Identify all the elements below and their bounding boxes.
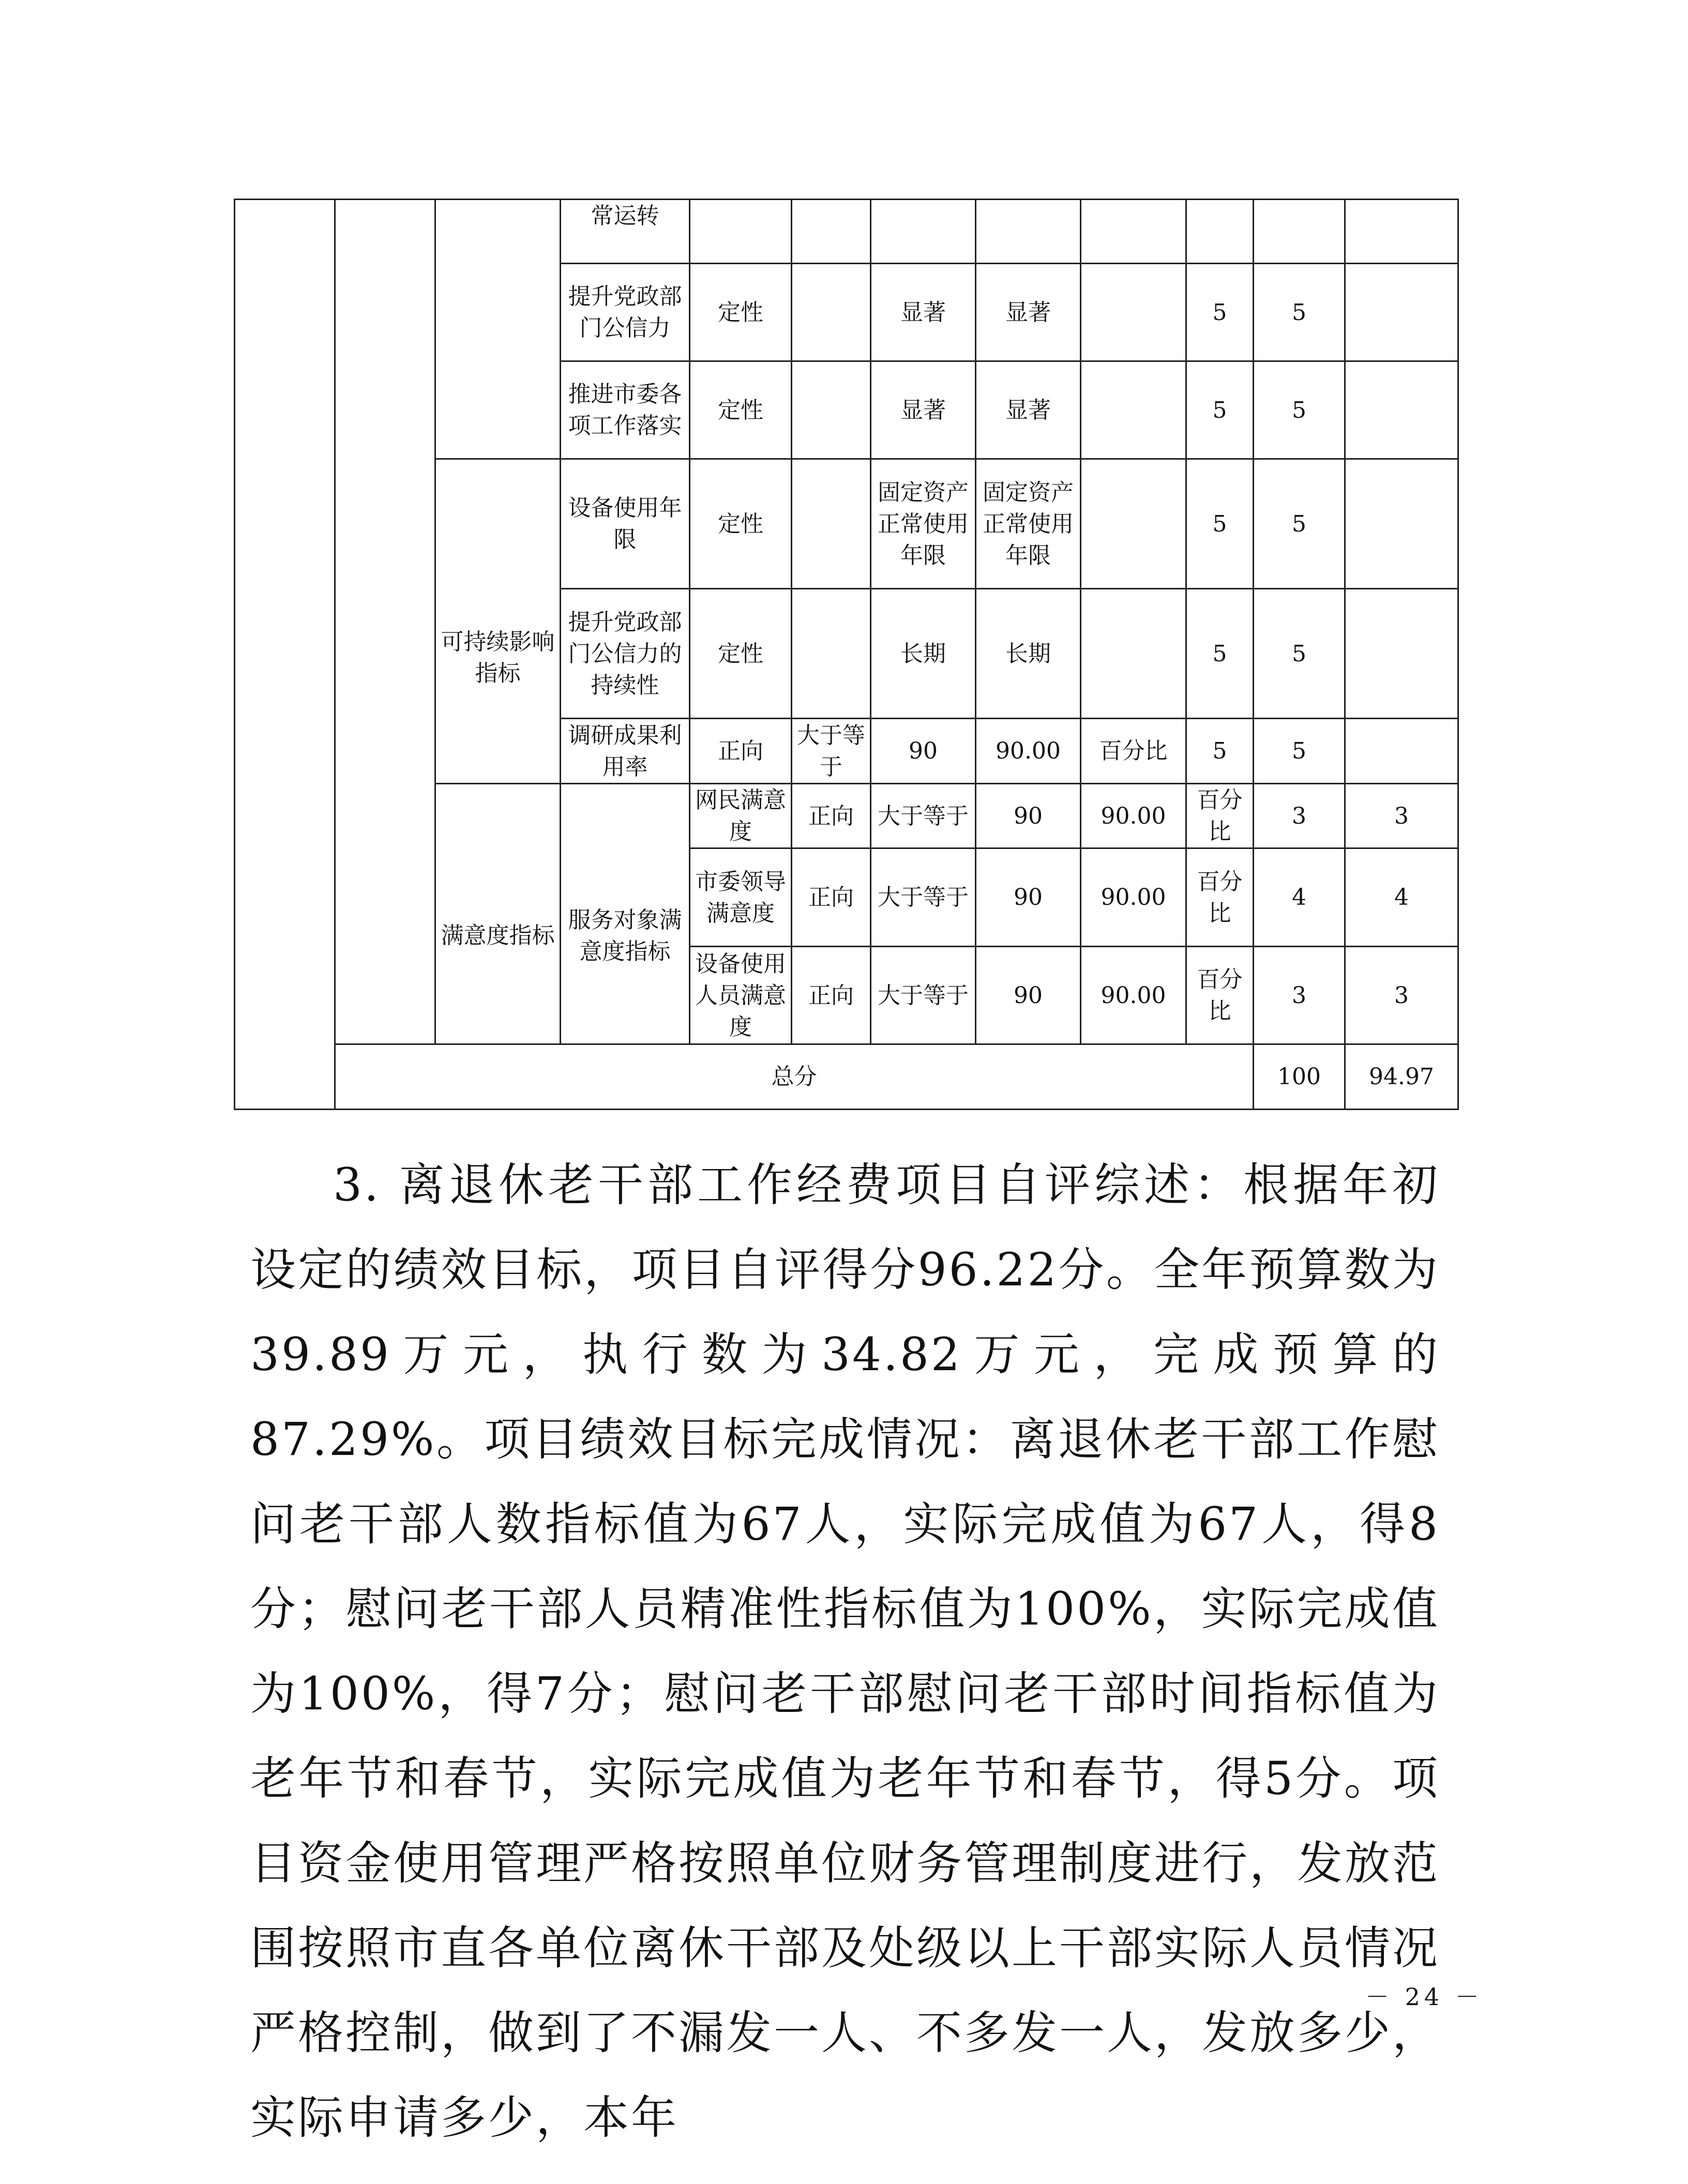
indicator-note — [1345, 719, 1458, 784]
indicator-nature: 定性 — [690, 459, 792, 589]
total-score: 94.97 — [1345, 1044, 1458, 1110]
indicator-score: 5 — [1254, 459, 1345, 589]
level1-satisfaction-label: 满意度指标 — [435, 784, 561, 1044]
indicator-target: 长期 — [871, 589, 976, 719]
indicator-nature: 定性 — [690, 589, 792, 719]
indicator-name: 常运转 — [561, 200, 690, 264]
indicator-actual: 90.00 — [976, 719, 1081, 784]
indicator-unit — [1081, 361, 1186, 459]
indicator-name: 网民满意度 — [690, 784, 792, 848]
indicator-score: 5 — [1254, 589, 1345, 719]
indicator-operator — [792, 459, 871, 589]
indicator-operator — [792, 361, 871, 459]
indicator-actual: 90.00 — [1081, 784, 1186, 848]
level2-sustainable-label: 可持续影响指标 — [435, 459, 561, 784]
indicator-target: 固定资产正常使用年限 — [871, 459, 976, 589]
indicator-operator: 大于等于 — [871, 947, 976, 1044]
indicator-nature: 正向 — [690, 719, 792, 784]
indicator-note — [1345, 361, 1458, 459]
indicator-actual: 固定资产正常使用年限 — [976, 459, 1081, 589]
indicator-unit — [1081, 200, 1186, 264]
indicator-name: 设备使用年限 — [561, 459, 690, 589]
indicator-unit: 百分比 — [1081, 719, 1186, 784]
indicator-weight: 5 — [1186, 459, 1254, 589]
indicator-operator — [792, 589, 871, 719]
indicator-unit — [1081, 589, 1186, 719]
indicator-operator — [792, 200, 871, 264]
indicator-target — [871, 200, 976, 264]
indicator-weight: 5 — [1186, 361, 1254, 459]
indicator-operator: 大于等于 — [792, 719, 871, 784]
indicator-name: 提升党政部门公信力 — [561, 264, 690, 361]
indicator-target: 90 — [976, 848, 1081, 947]
indicator-name: 市委领导满意度 — [690, 848, 792, 947]
indicator-note — [1345, 589, 1458, 719]
indicator-operator — [792, 264, 871, 361]
indicator-unit: 百分比 — [1186, 848, 1254, 947]
indicator-actual — [976, 200, 1081, 264]
body-paragraph: 3. 离退休老干部工作经费项目自评综述：根据年初设定的绩效目标，项目自评得分96.22分。全年预算数为39.89万元，执行数为34.82万元，完成预算的87.29%。项目绩效目标完成情况：离退休老干部工作慰问老干部人数指标值为67人，实际完成值为67人，得8分；慰问老干部人员精准性指标值为100%，实际完成值为100%，得7分；慰问老干部慰问老干部时间指标值为老年节和春节，实际完成值为老年节和春节，得5分。项目资金使用管理严格按照单位财务管理制度进行，发放范围按照市直各单位离休干部及处级以上干部实际人员情况严格控制，做到了不漏发一人、不多发一人，发放多少，实际申请多少，本年 — [250, 1158, 1440, 2144]
total-weight: 100 — [1254, 1044, 1345, 1110]
indicator-nature — [690, 200, 792, 264]
indicator-operator: 大于等于 — [871, 848, 976, 947]
indicator-nature: 正向 — [792, 947, 871, 1044]
total-label: 总分 — [335, 1044, 1254, 1110]
level1-continued-cell — [235, 200, 335, 1110]
table-row — [235, 200, 1458, 264]
indicator-name: 设备使用人员满意度 — [690, 947, 792, 1044]
indicator-target: 显著 — [871, 264, 976, 361]
indicator-score: 4 — [1345, 848, 1458, 947]
indicator-nature: 正向 — [792, 784, 871, 848]
indicator-note — [1345, 459, 1458, 589]
indicator-name: 调研成果利用率 — [561, 719, 690, 784]
indicator-score — [1254, 200, 1345, 264]
indicator-operator: 大于等于 — [871, 784, 976, 848]
indicator-score: 5 — [1254, 361, 1345, 459]
indicator-weight: 5 — [1186, 589, 1254, 719]
indicator-weight: 3 — [1254, 784, 1345, 848]
indicator-nature: 定性 — [690, 264, 792, 361]
indicator-name: 推进市委各项工作落实 — [561, 361, 690, 459]
indicator-weight: 5 — [1186, 719, 1254, 784]
indicator-target: 90 — [976, 947, 1081, 1044]
indicator-actual: 90.00 — [1081, 848, 1186, 947]
indicator-nature: 正向 — [792, 848, 871, 947]
level1-effect-continued-cell — [335, 200, 435, 1044]
indicator-weight: 5 — [1186, 264, 1254, 361]
page-number: － 24 － — [1365, 1983, 1483, 2011]
indicator-score: 3 — [1345, 784, 1458, 848]
indicator-actual: 90.00 — [1081, 947, 1186, 1044]
indicator-unit: 百分比 — [1186, 784, 1254, 848]
indicator-note — [1345, 264, 1458, 361]
indicator-actual: 显著 — [976, 264, 1081, 361]
indicator-actual: 长期 — [976, 589, 1081, 719]
table-total-row — [235, 1044, 1458, 1110]
performance-indicator-table — [234, 199, 1459, 1110]
indicator-weight — [1186, 200, 1254, 264]
indicator-score: 3 — [1345, 947, 1458, 1044]
indicator-target: 90 — [871, 719, 976, 784]
indicator-target: 90 — [976, 784, 1081, 848]
indicator-weight: 4 — [1254, 848, 1345, 947]
level2-continued-cell — [435, 200, 561, 459]
indicator-target: 显著 — [871, 361, 976, 459]
indicator-name: 提升党政部门公信力的持续性 — [561, 589, 690, 719]
indicator-score: 5 — [1254, 719, 1345, 784]
level2-satisfaction-label: 服务对象满意度指标 — [561, 784, 690, 1044]
indicator-note — [1345, 200, 1458, 264]
indicator-unit — [1081, 459, 1186, 589]
indicator-nature: 定性 — [690, 361, 792, 459]
indicator-unit — [1081, 264, 1186, 361]
indicator-actual: 显著 — [976, 361, 1081, 459]
indicator-score: 5 — [1254, 264, 1345, 361]
indicator-weight: 3 — [1254, 947, 1345, 1044]
indicator-unit: 百分比 — [1186, 947, 1254, 1044]
